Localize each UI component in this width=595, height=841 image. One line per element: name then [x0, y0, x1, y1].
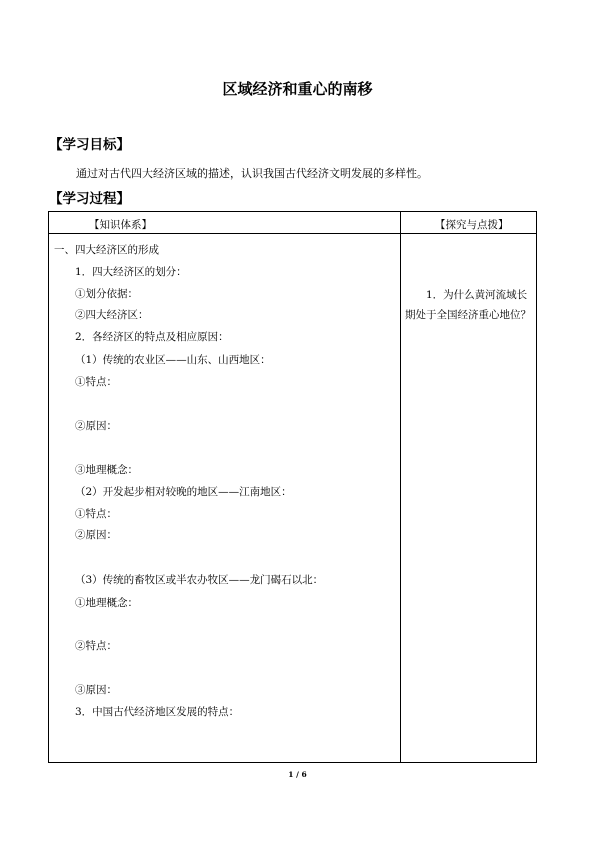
- knowledge-line: ①特点：: [75, 508, 117, 520]
- knowledge-line: ②原因：: [75, 529, 117, 541]
- knowledge-line: （1）传统的农业区——山东、山西地区：: [75, 354, 271, 366]
- knowledge-line: ③原因：: [75, 684, 117, 696]
- objectives-heading: 【学习目标】: [49, 137, 130, 153]
- knowledge-line: 3．中国古代经济地区发展的特点：: [75, 706, 240, 718]
- table-header-divider: [49, 233, 536, 234]
- knowledge-line: ①特点：: [75, 376, 117, 388]
- knowledge-line: ①地理概念：: [75, 597, 138, 609]
- page-title: 区域经济和重心的南移: [222, 80, 373, 98]
- knowledge-line: （3）传统的畜牧区或半农办牧区——龙门碣石以北：: [75, 574, 324, 586]
- process-heading: 【学习过程】: [49, 191, 130, 207]
- knowledge-line: （2）开发起步相对较晚的地区——江南地区：: [75, 486, 292, 498]
- exploration-question: 1．为什么黄河流域长期处于全国经济重心地位？: [405, 289, 531, 321]
- knowledge-line: 一、四大经济区的形成: [54, 244, 159, 256]
- study-table: [48, 211, 537, 763]
- knowledge-line: 1．四大经济区的划分：: [75, 266, 187, 278]
- exploration-header: 【探究与点拨】: [435, 219, 509, 231]
- page-number: 1 / 6: [288, 770, 307, 779]
- knowledge-line: ②原因：: [75, 420, 117, 432]
- table-column-divider: [400, 212, 401, 762]
- knowledge-system-header: 【知识体系】: [89, 219, 152, 231]
- knowledge-line: ②四大经济区：: [75, 309, 149, 321]
- knowledge-line: ②特点：: [75, 640, 117, 652]
- objectives-text: 通过对古代四大经济区域的描述，认识我国古代经济文明发展的多样性。: [76, 167, 428, 180]
- knowledge-line: ③地理概念：: [75, 464, 138, 476]
- knowledge-line: ①划分依据：: [75, 288, 138, 300]
- knowledge-line: 2．各经济区的特点及相应原因：: [75, 331, 229, 343]
